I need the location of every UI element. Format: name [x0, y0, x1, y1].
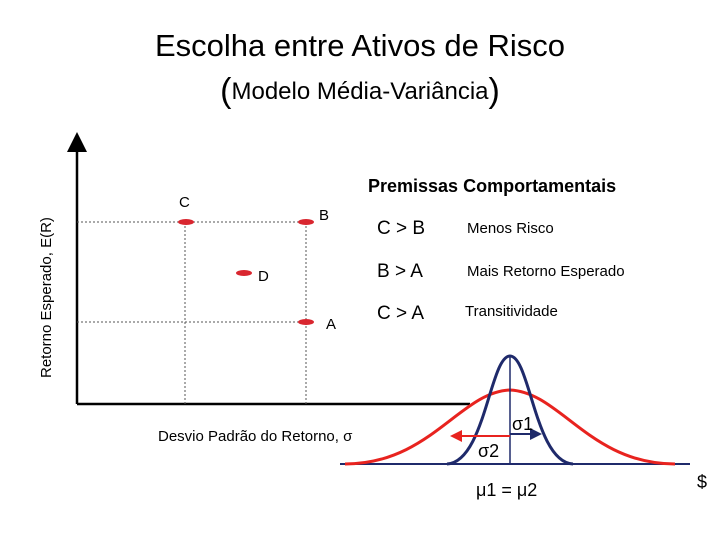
point-c — [178, 219, 194, 225]
subtitle-close-paren: ) — [488, 72, 500, 110]
point-d-label: D — [258, 268, 269, 285]
sigma1-label: σ1 — [512, 414, 534, 434]
point-b-label: B — [319, 207, 330, 224]
point-a — [298, 319, 314, 325]
point-b — [298, 219, 314, 225]
premissa-description-3: Transitividade — [465, 303, 558, 320]
point-a-label: A — [326, 316, 337, 333]
subtitle-text: Modelo Média-Variância — [231, 78, 489, 105]
subtitle-open-paren: ( — [220, 72, 232, 110]
sigma2-label: σ2 — [478, 441, 500, 461]
premissa-relation-3: C > A — [377, 303, 424, 324]
point-d — [236, 270, 252, 276]
point-c-label: C — [179, 194, 190, 211]
premissa-relation-1: C > B — [377, 218, 426, 239]
premissas-title: Premissas Comportamentais — [368, 176, 617, 196]
currency-axis-label: $ — [697, 472, 708, 492]
premissa-description-1: Menos Risco — [467, 220, 554, 237]
x-axis-label: Desvio Padrão do Retorno, σ — [158, 428, 353, 445]
mu-equality-label: μ1 = μ2 — [476, 480, 538, 500]
y-axis-label: Retorno Esperado, E(R) — [38, 217, 55, 378]
premissa-relation-2: B > A — [377, 261, 423, 282]
premissa-description-2: Mais Retorno Esperado — [467, 263, 625, 280]
slide-title: Escolha entre Ativos de Risco — [154, 28, 566, 63]
